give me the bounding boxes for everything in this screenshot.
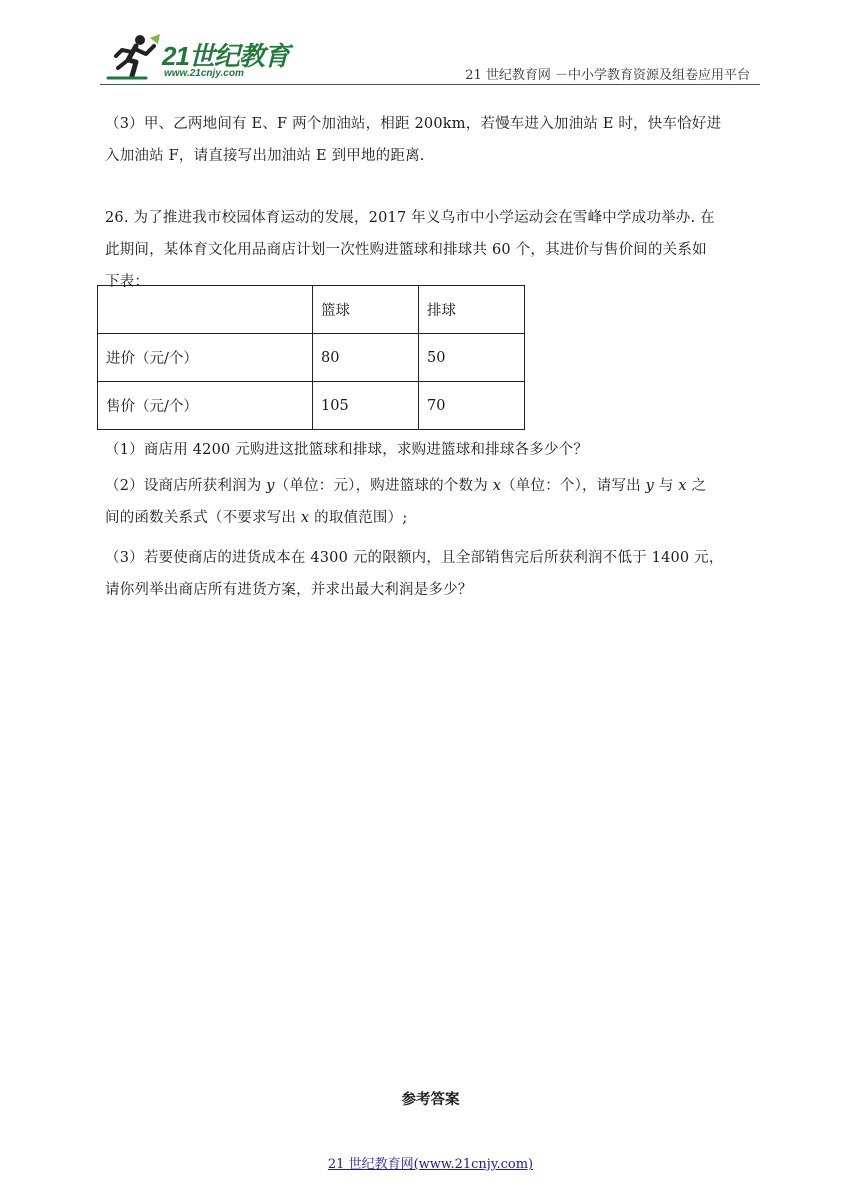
table-cell: 50 <box>419 334 525 382</box>
q26-intro-line3: 下表： <box>105 274 150 290</box>
variable-y: y <box>645 478 655 494</box>
table-row <box>98 334 525 382</box>
page-header <box>100 28 760 86</box>
variable-x: x <box>492 478 502 494</box>
table-header-cell <box>98 286 313 334</box>
table-row <box>98 382 525 430</box>
q26-part3 <box>105 542 760 606</box>
text-fragment: （单位：元），购进篮球的个数为 <box>274 478 493 494</box>
q26-part2 <box>105 470 760 534</box>
q26-part1-line: （1）商店用 4200 元购进这批篮球和排球，求购进篮球和排球各多少个？ <box>105 442 589 458</box>
q26-intro <box>105 202 760 298</box>
q25-part3 <box>105 108 760 172</box>
logo-title: 21世纪教育 <box>162 41 289 71</box>
site-logo <box>106 32 289 82</box>
footer-site-link[interactable]: 21 世纪教育网(www.21cnjy.com) <box>327 1157 534 1172</box>
table-cell: 70 <box>419 382 525 430</box>
variable-x: x <box>678 478 687 494</box>
text-fragment: 的取值范围）; <box>309 510 408 526</box>
header-site-tagline: 21 世纪教育网 －中小学教育资源及组卷应用平台 <box>465 68 750 83</box>
table-cell: 80 <box>313 334 419 382</box>
table-header-cell: 排球 <box>419 286 525 334</box>
q26-part3-line1: （3）若要使商店的进货成本在 4300 元的限额内，且全部销售完后所获利润不低于 1400 元， <box>105 550 724 566</box>
text-fragment: 与 <box>654 478 679 494</box>
answer-section-title: 参考答案 <box>401 1091 460 1108</box>
runner-icon <box>106 32 162 82</box>
q25-part3-line2: 入加油站 F，请直接写出加油站 E 到甲地的距离. <box>105 148 425 164</box>
variable-y: y <box>266 478 275 494</box>
q26-intro-line2: 此期间，某体育文化用品商店计划一次性购进篮球和排球共 60 个，其进价与售价间的关系如 <box>105 242 707 258</box>
header-divider <box>100 84 760 85</box>
price-table <box>97 285 525 430</box>
q26-intro-line1: 26. 为了推进我市校园体育运动的发展，2017 年义乌市中小学运动会在雪峰中学成功举办. 在 <box>105 210 715 226</box>
table-cell: 售价（元/个） <box>98 382 313 430</box>
q25-part3-line1: （3）甲、乙两地间有 E、F 两个加油站，相距 200km，若慢车进入加油站 E 时，快车恰好进 <box>105 116 722 132</box>
table-header-row <box>98 286 525 334</box>
q26-part1 <box>105 434 760 466</box>
text-fragment: （单位：个），请写出 <box>501 478 646 494</box>
q26-part2-line1 <box>105 470 760 502</box>
q26-part3-line2: 请你列举出商店所有进货方案，并求出最大利润是多少？ <box>105 582 473 598</box>
text-fragment: （2）设商店所获利润为 <box>105 478 267 494</box>
logo-url: www.21cnjy.com <box>164 68 244 79</box>
table-cell: 105 <box>313 382 419 430</box>
text-fragment: 之 <box>686 478 707 494</box>
q26-part2-line2 <box>105 502 760 534</box>
table-header-cell: 篮球 <box>313 286 419 334</box>
table-cell: 进价（元/个） <box>98 334 313 382</box>
variable-x: x <box>300 510 310 526</box>
text-fragment: 间的函数关系式（不要求写出 <box>105 510 301 526</box>
